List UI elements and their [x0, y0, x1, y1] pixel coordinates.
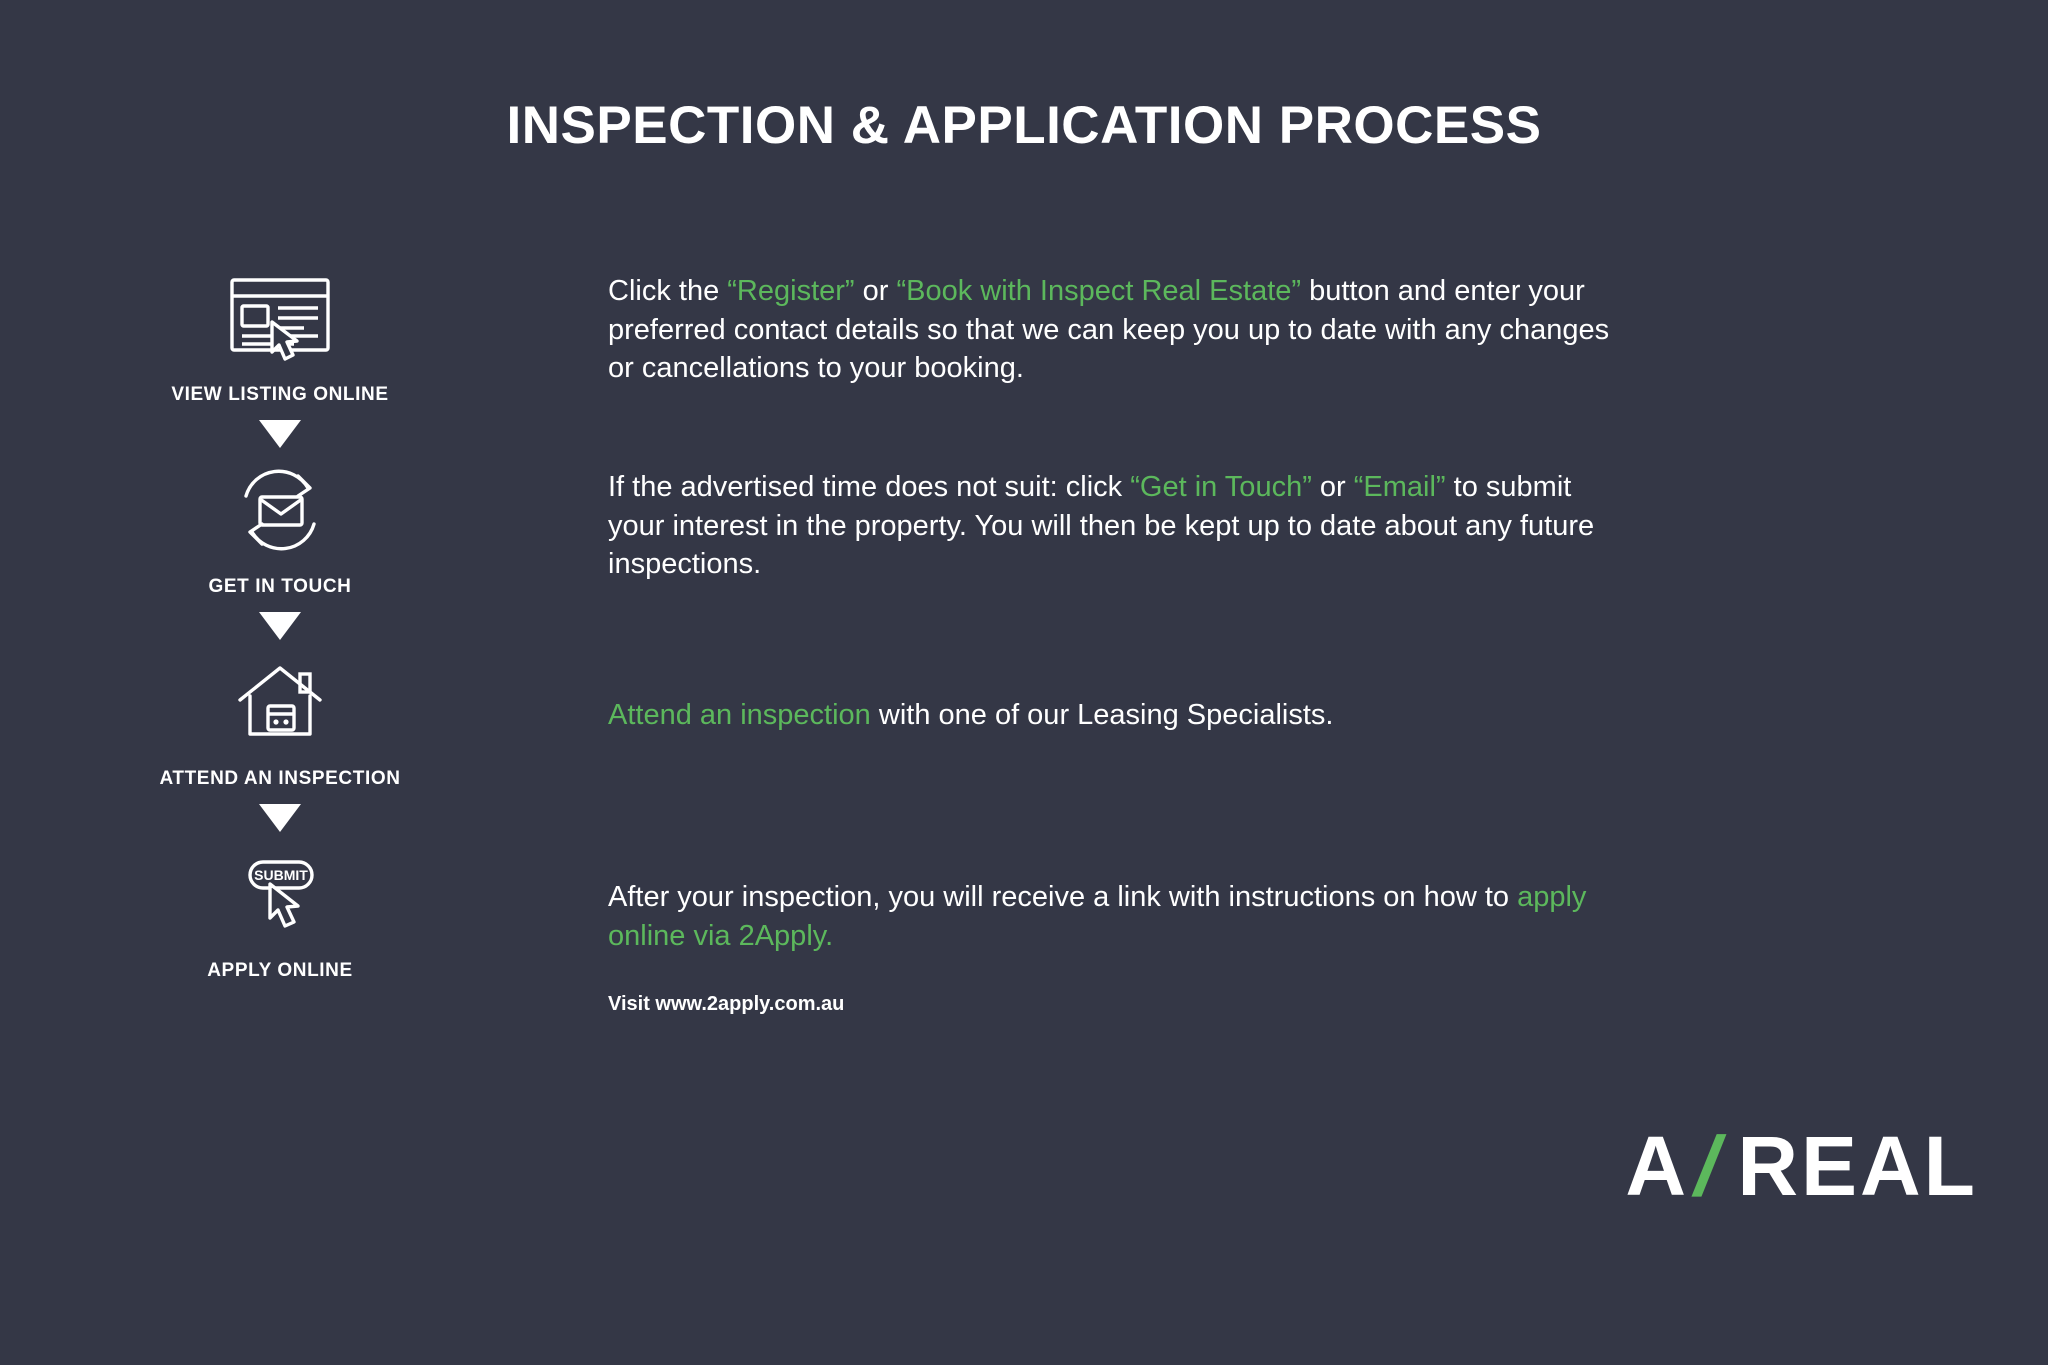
step-4-text	[608, 878, 1628, 955]
step-2-part-1: “Get in Touch”	[1130, 471, 1312, 503]
step-2-label: GET IN TOUCH	[208, 576, 352, 597]
step-3-part-0: Attend an inspection	[608, 699, 871, 731]
connector-1	[0, 406, 2048, 462]
step-4-icon-column	[0, 846, 560, 982]
step-apply-online	[0, 846, 2048, 1016]
step-4-text-column	[560, 846, 1688, 1016]
step-3-icon-column	[0, 654, 560, 790]
step-2-icon-column	[0, 462, 560, 598]
step-3-label: ATTEND AN INSPECTION	[159, 768, 401, 789]
step-1-part-2: or	[854, 275, 897, 307]
step-2-part-4: to submit your interest in the property. You will then be kept up to date about any future inspections.	[608, 471, 1595, 581]
logo-slash-icon: /	[1687, 1119, 1734, 1213]
submit-button-cursor-icon	[220, 846, 340, 942]
logo-letter-a: A	[1625, 1119, 1689, 1213]
arrow-down-3	[0, 790, 560, 846]
svg-text:SUBMIT: SUBMIT	[254, 867, 308, 883]
triangle-down-icon	[259, 612, 301, 640]
step-2-part-2: or	[1311, 471, 1354, 503]
areal-logo	[1625, 1118, 1978, 1215]
step-3-text-column	[560, 654, 1688, 735]
step-view-listing-online	[0, 270, 2048, 406]
step-3-text	[608, 696, 1628, 735]
step-1-label: VIEW LISTING ONLINE	[171, 384, 389, 405]
step-3-part-1: with one of our Leasing Specialists.	[870, 699, 1334, 731]
step-get-in-touch	[0, 462, 2048, 598]
step-2-part-0: If the advertised time does not suit: click	[608, 471, 1131, 503]
listing-window-cursor-icon	[220, 270, 340, 366]
step-1-part-4: button and enter your preferred contact details so that we can keep you up to date with any changes or cancellations to your booking.	[608, 275, 1610, 385]
step-4-part-0: After your inspection, you will receive a link with instructions on how to	[608, 881, 1518, 913]
step-1-part-3: “Book with Inspect Real Estate”	[896, 275, 1302, 307]
step-2-part-3: “Email”	[1353, 471, 1446, 503]
step-1-text	[608, 272, 1628, 388]
step-2-text-column	[560, 462, 1688, 584]
house-calendar-icon	[220, 654, 340, 750]
page-title: INSPECTION & APPLICATION PROCESS	[506, 96, 1542, 155]
connector-2	[0, 598, 2048, 654]
step-2-text	[608, 468, 1628, 584]
envelope-refresh-icon	[220, 462, 340, 558]
step-1-icon-column	[0, 270, 560, 406]
step-1-part-1: “Register”	[727, 275, 855, 307]
arrow-down-2	[0, 598, 560, 654]
step-1-text-column	[560, 270, 1688, 388]
logo-word-real: REAL	[1737, 1119, 1978, 1213]
process-steps	[0, 270, 2048, 1016]
arrow-down-1	[0, 406, 560, 462]
visit-note: Visit www.2apply.com.au	[608, 993, 845, 1016]
triangle-down-icon	[259, 804, 301, 832]
step-4-part-1: apply online via 2Apply.	[608, 881, 1587, 952]
triangle-down-icon	[259, 420, 301, 448]
connector-3	[0, 790, 2048, 846]
step-4-label: APPLY ONLINE	[207, 960, 353, 981]
step-attend-an-inspection	[0, 654, 2048, 790]
step-1-part-0: Click the	[608, 275, 728, 307]
